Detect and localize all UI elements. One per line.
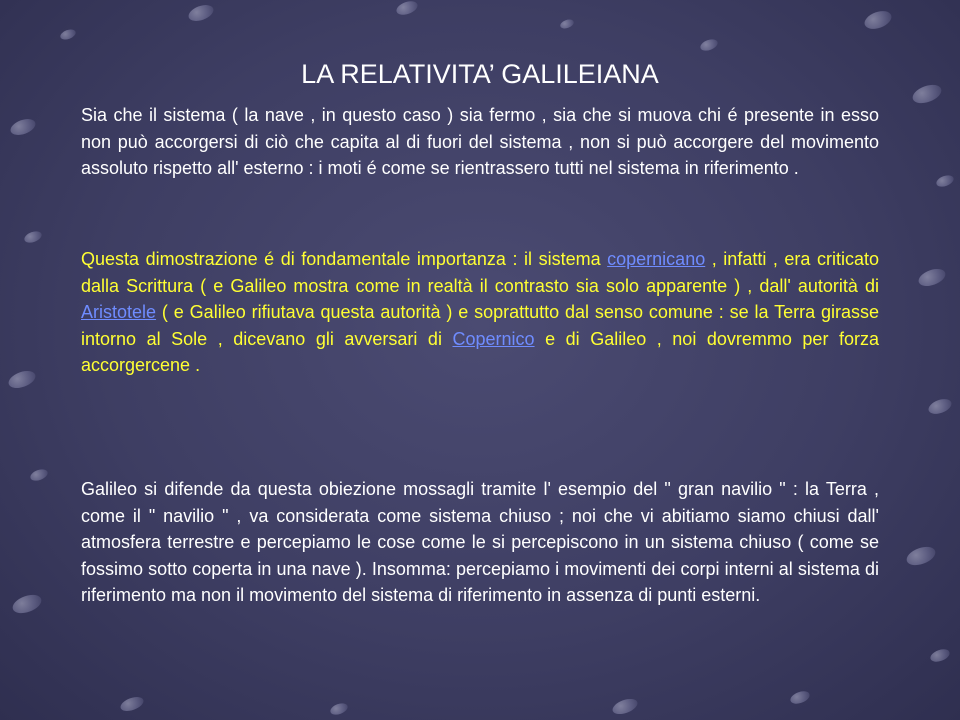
paragraph-gran-navilio: Galileo si difende da questa obiezione mossagli tramite l' esempio del " gran navilio " : la Terra , come il " navilio " , va considerata come sistema chiuso ; noi che vi abitiamo siamo chiusi dall' atmosfera terrestre e percepiamo le cose come le si percepiscono in un sistema chiuso ( come se fossimo sotto coperta in una nave ). Insomma: percepiamo i movimenti dei corpi interni al sistema di riferimento ma non il movimento del sistema di riferimento in assenza di punti esterni. [81, 479, 879, 605]
background-dot [927, 396, 954, 416]
background-dot [935, 173, 955, 189]
background-dot [6, 368, 37, 392]
paragraph-text: , infatti , era criticato dalla Scrittura ( e Galileo mostra come in realtà il contrasto sia solo apparente ) , dall' autorità di [81, 249, 879, 296]
paragraph-demonstration-importance [81, 246, 879, 379]
background-dot [559, 18, 575, 30]
background-dot [789, 689, 812, 706]
paragraph-text: Questa dimostrazione é di fondamentale importanza : il sistema [81, 249, 608, 269]
background-dot [862, 8, 894, 33]
background-dot [699, 37, 719, 53]
background-dot [329, 701, 349, 717]
background-dot [395, 0, 420, 17]
background-dot [929, 647, 952, 664]
background-dot [8, 116, 37, 138]
background-dot [904, 543, 938, 568]
background-dot [23, 229, 43, 245]
background-dot [10, 591, 44, 616]
link-copernicano[interactable]: copernicano [607, 249, 706, 269]
slide-title: LA RELATIVITA’ GALILEIANA [301, 59, 659, 89]
background-dot [611, 696, 640, 717]
paragraph-relativity-definition: Sia che il sistema ( la nave , in questo caso ) sia fermo , sia che si muova chi é presente in esso non può accorgersi di ciò che capita al di fuori del sistema , non si può accorgere del movimento assoluto rispetto all' esterno : i moti é come se rientrassero tutti nel sistema in riferimento . [81, 105, 879, 178]
paragraph-text: e di Galileo , noi dovremmo per forza accorgercene . [81, 328, 879, 375]
link-aristotele[interactable]: Aristotele [81, 302, 157, 322]
background-dot [186, 2, 215, 24]
paragraph-text: ( e Galileo rifiutava questa autorità ) e soprattutto dal senso comune : se la Terra girasse intorno al Sole , dicevano gli avversari di [81, 302, 879, 349]
background-dot [916, 266, 947, 290]
link-copernico[interactable]: Copernico [452, 328, 535, 349]
background-dot [29, 467, 49, 483]
background-dot [59, 28, 77, 42]
background-dot [119, 694, 146, 713]
